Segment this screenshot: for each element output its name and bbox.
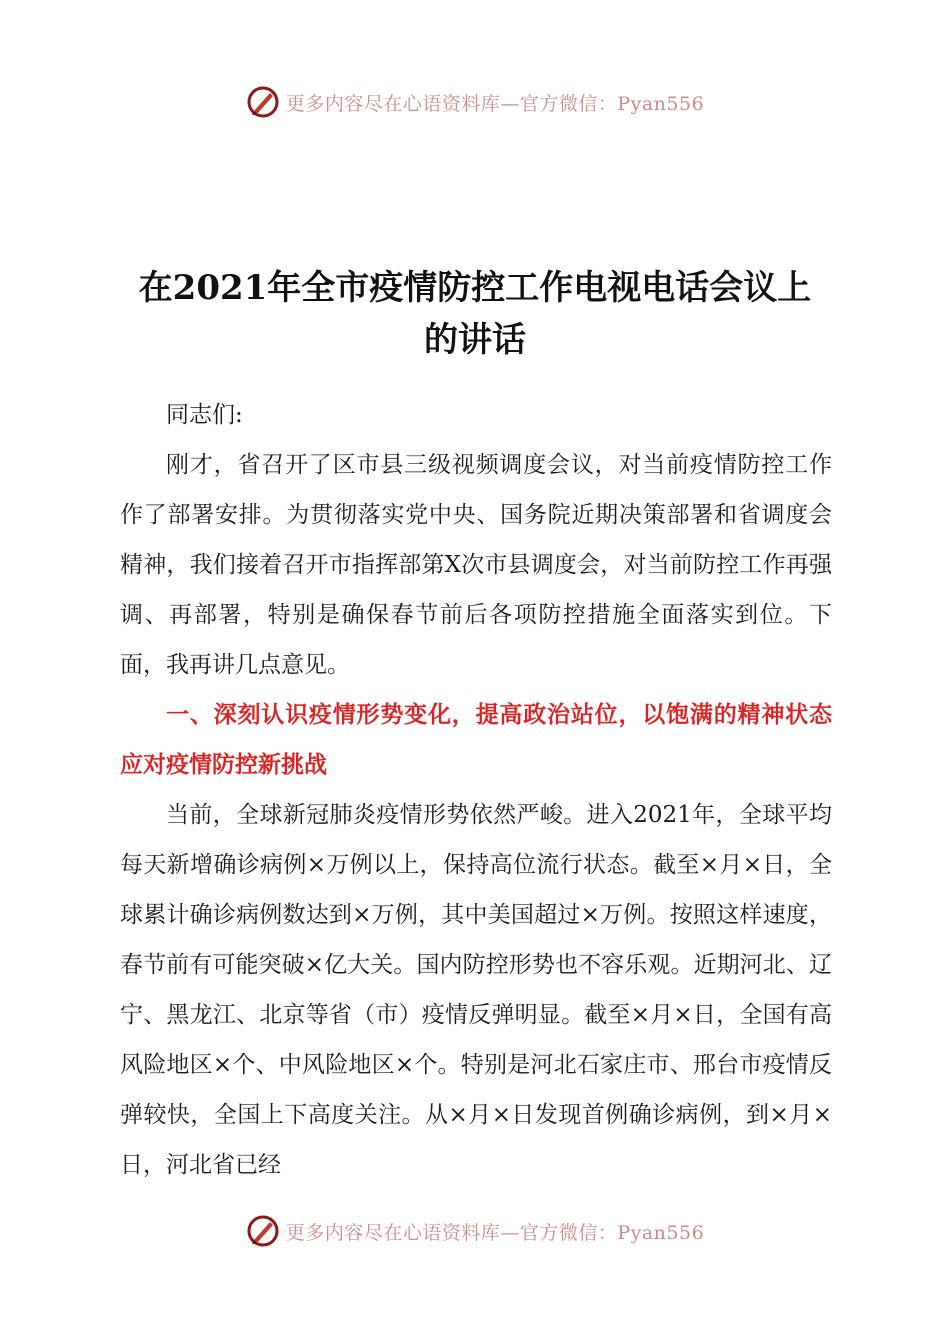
pen-logo-icon [246,85,280,119]
document-body [120,390,832,1190]
pen-logo-icon [246,1214,280,1248]
paragraph-situation: 当前，全球新冠肺炎疫情形势依然严峻。进入2021年，全球平均每天新增确诊病例×万例以上，保持高位流行状态。截至×月×日，全球累计确诊病例数达到×万例，其中美国超过×万例。按照这样速度，春节前有可能突破×亿大关。国内防控形势也不容乐观。近期河北、辽宁、黑龙江、北京等省（市）疫情反弹明显。截至×月×日，全国有高风险地区×个、中风险地区×个。特别是河北石家庄市、邢台市疫情反弹较快，全国上下高度关注。从×月×日发现首例确诊病例，到×月×日，河北省已经 [120,802,832,1178]
paragraph-intro: 刚才，省召开了区市县三级视频调度会议，对当前疫情防控工作作了部署安排。为贯彻落实党中央、国务院近期决策部署和省调度会精神，我们接着召开市指挥部第X次市县调度会，对当前防控工作再强调、再部署，特别是确保春节前后各项防控措施全面落实到位。下面，我再讲几点意见。 [120,452,832,678]
watermark-text: 更多内容尽在心语资料库—官方微信：Pyan556 [285,1221,705,1244]
salutation: 同志们: [166,402,243,428]
header-watermark-banner [0,82,950,122]
title-line-1: 在2021年全市疫情防控工作电视电话会议上 [138,268,812,308]
footer-watermark-banner [0,1211,950,1251]
section-heading-1: 一、深刻认识疫情形势变化，提高政治站位，以饱满的精神状态应对疫情防控新挑战 [120,702,832,778]
watermark-text: 更多内容尽在心语资料库—官方微信：Pyan556 [285,92,705,115]
title-line-2: 的讲话 [424,320,526,360]
document-title [100,262,850,366]
